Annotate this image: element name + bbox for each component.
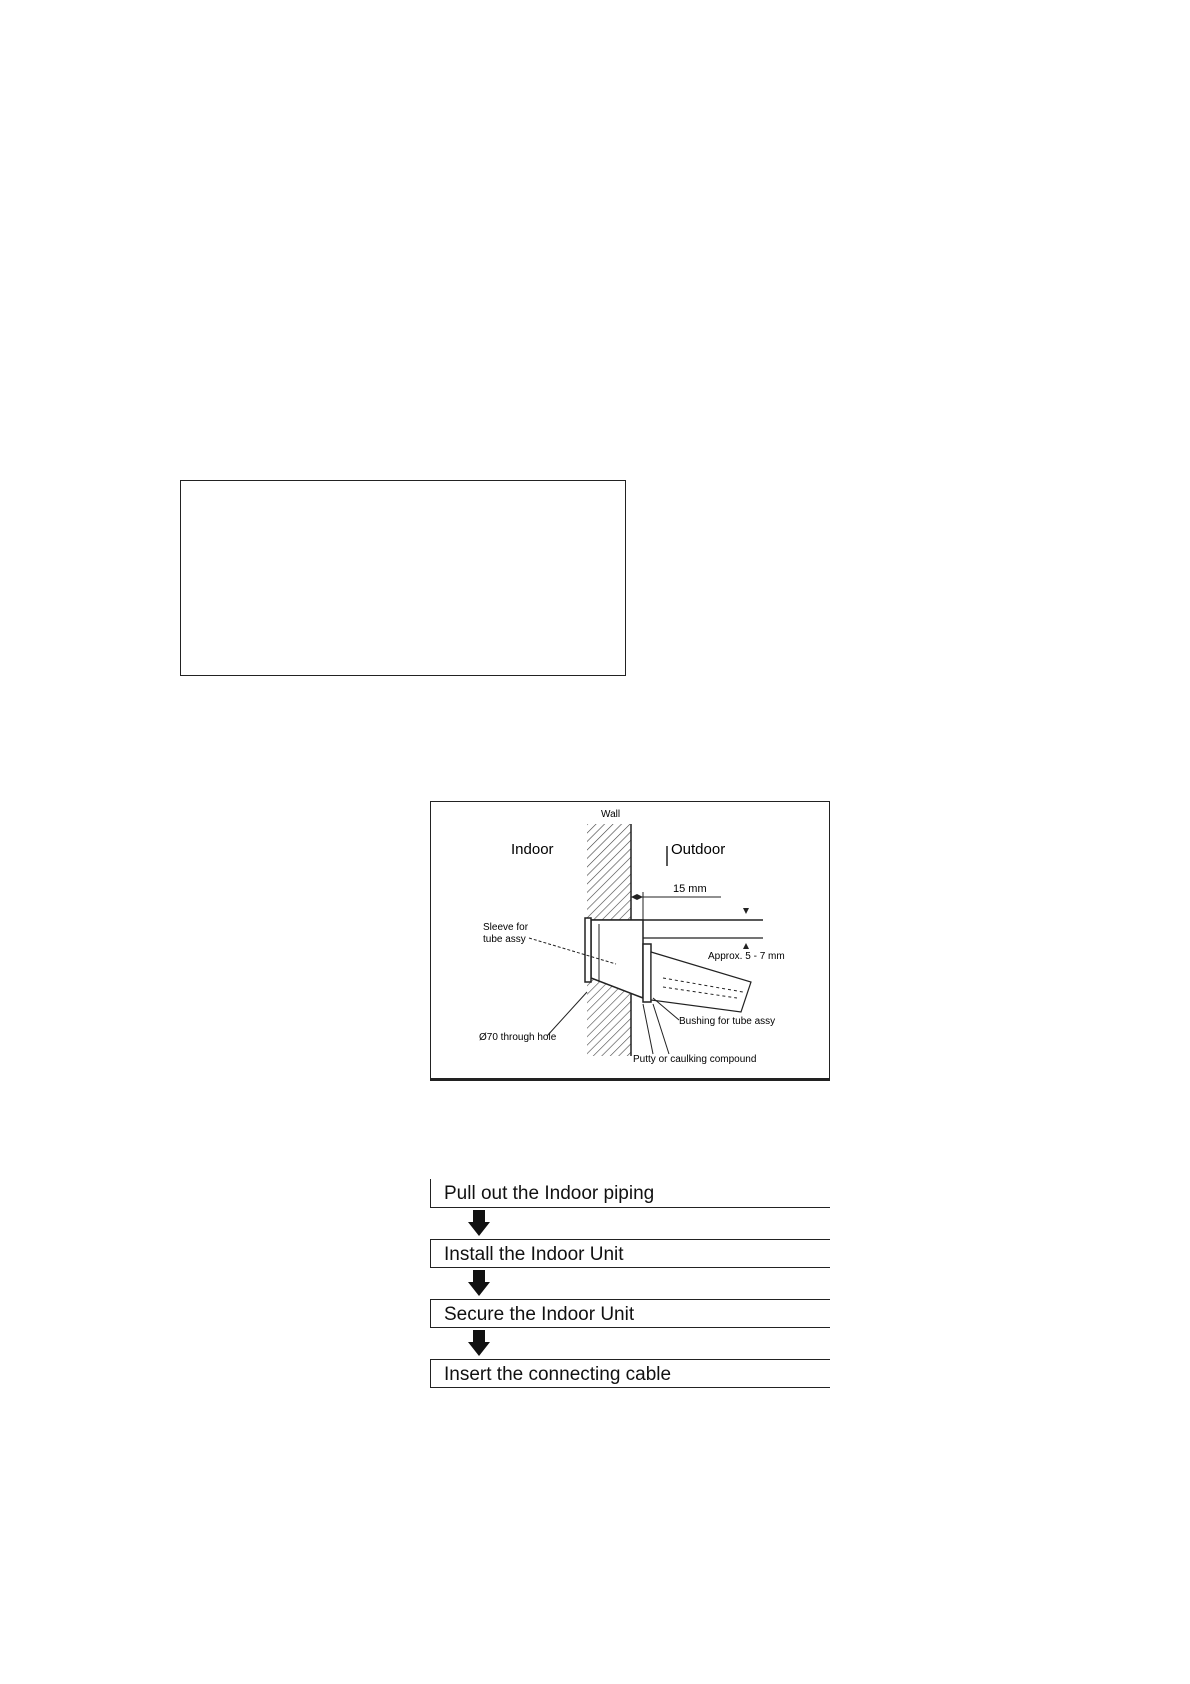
flow-step-label: Insert the connecting cable (444, 1364, 672, 1385)
flow-arrow-1 (430, 1208, 830, 1239)
sleeve-label-line1: Sleeve for (483, 922, 529, 933)
diagram-svg (431, 802, 829, 1079)
slope-arrow-up (743, 943, 749, 949)
sleeve-flange (585, 918, 591, 982)
dim-15mm-label: 15 mm (673, 883, 707, 895)
bushing-label: Bushing for tube assy (679, 1016, 776, 1027)
flow-step-label: Pull out the Indoor piping (444, 1183, 655, 1204)
putty-label: Putty or caulking compound (633, 1054, 757, 1065)
flow-step-label: Install the Indoor Unit (444, 1244, 624, 1265)
through-hole-leader (547, 992, 587, 1036)
dim-15mm-arrow-2 (637, 894, 643, 900)
installation-flow (430, 1179, 830, 1388)
putty-leader-2 (653, 1004, 669, 1054)
flow-step-label: Secure the Indoor Unit (444, 1304, 635, 1325)
outdoor-label: Outdoor (671, 841, 726, 858)
indoor-label: Indoor (511, 841, 554, 858)
putty-leader-1 (643, 1004, 653, 1054)
down-arrow-icon (468, 1210, 490, 1236)
flow-step-3 (430, 1299, 830, 1328)
wall-piping-diagram (430, 801, 830, 1081)
approx-label: Approx. 5 - 7 mm (708, 951, 785, 962)
wall-label: Wall (601, 809, 621, 820)
through-hole-label: Ø70 through hole (479, 1032, 557, 1043)
slope-arrow-down (743, 908, 749, 914)
flow-step-2 (430, 1239, 830, 1268)
dim-15mm-arrow (631, 894, 637, 900)
flow-step-4 (430, 1359, 830, 1388)
empty-frame-box (180, 480, 626, 676)
sleeve-label-line2: tube assy (483, 934, 526, 945)
down-arrow-icon (468, 1330, 490, 1356)
flow-arrow-3 (430, 1328, 830, 1359)
flow-step-1 (430, 1179, 830, 1208)
down-arrow-icon (468, 1270, 490, 1296)
flow-arrow-2 (430, 1268, 830, 1299)
bushing (643, 944, 651, 1002)
